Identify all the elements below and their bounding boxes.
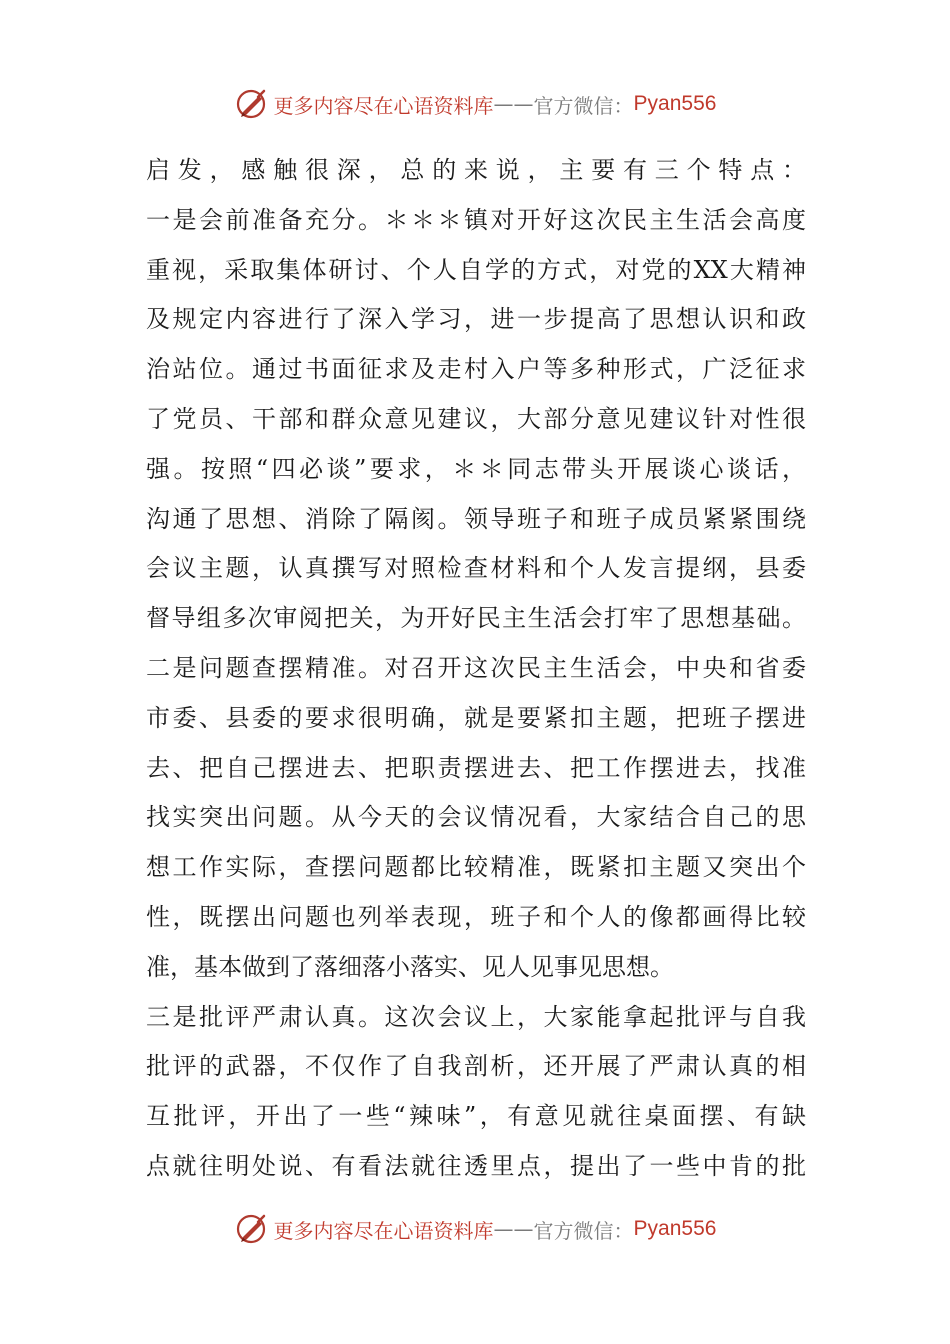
pen-logo-icon	[234, 1211, 270, 1247]
wechat-label: 官方微信：	[533, 1218, 634, 1243]
body-line: 及规定内容进行了深入学习，进一步提高了思想认识和政	[146, 305, 806, 334]
body-line: 重视，采取集体研讨、个人自学的方式，对党的XX大精神	[146, 255, 806, 284]
wechat-label: 官方微信：	[533, 93, 634, 118]
body-line: 沟通了思想、消除了隔阂。领导班子和班子成员紧紧围绕	[146, 504, 806, 533]
pen-logo-icon	[234, 86, 270, 122]
body-line: 去、把自己摆进去、把职责摆进去、把工作摆进去，找准	[146, 753, 806, 782]
body-line: 三是批评严肃认真。这次会议上，大家能拿起批评与自我	[146, 1002, 806, 1031]
body-line: 互批评，开出了一些“辣味”，有意见就往桌面摆、有缺	[146, 1102, 806, 1131]
body-line: 了党员、干部和群众意见建议，大部分意见建议针对性很	[146, 404, 806, 433]
body-line: 市委、县委的要求很明确，就是要紧扣主题，把班子摆进	[146, 703, 806, 732]
brand-text: 更多内容尽在心语资料库	[273, 1218, 494, 1243]
body-line: 批评的武器，不仅作了自我剖析，还开展了严肃认真的相	[146, 1052, 806, 1081]
header-banner	[0, 82, 950, 126]
wechat-id: Pyan556	[633, 92, 717, 115]
body-line: 性，既摆出问题也列举表现，班子和个人的像都画得比较	[146, 902, 806, 931]
body-line: 准，基本做到了落细落小落实、见人见事见思想。	[146, 952, 674, 981]
separator-dash: ——	[493, 1217, 534, 1241]
brand-text: 更多内容尽在心语资料库	[273, 93, 494, 118]
separator-dash: ——	[493, 92, 534, 116]
body-line: 治站位。通过书面征求及走村入户等多种形式，广泛征求	[146, 355, 806, 384]
body-line: 启发，感触很深，总的来说，主要有三个特点：	[146, 156, 806, 184]
body-line: 点就往明处说、有看法就往透里点，提出了一些中肯的批	[146, 1151, 806, 1180]
body-line: 找实突出问题。从今天的会议情况看，大家结合自己的思	[146, 803, 806, 832]
document-body	[146, 146, 806, 1192]
body-line: 二是问题查摆精准。对召开这次民主生活会，中央和省委	[146, 653, 806, 682]
body-line: 想工作实际，查摆问题都比较精准，既紧扣主题又突出个	[146, 853, 806, 882]
footer-banner	[0, 1207, 950, 1251]
body-line: 会议主题，认真撰写对照检查材料和个人发言提纲，县委	[146, 554, 806, 583]
wechat-id: Pyan556	[633, 1217, 717, 1240]
body-line: 强。按照“四必谈”要求，＊＊同志带头开展谈心谈话，	[146, 454, 806, 483]
body-line: 一是会前准备充分。＊＊＊镇对开好这次民主生活会高度	[146, 205, 806, 234]
body-line: 督导组多次审阅把关，为开好民主生活会打牢了思想基础。	[146, 604, 806, 633]
